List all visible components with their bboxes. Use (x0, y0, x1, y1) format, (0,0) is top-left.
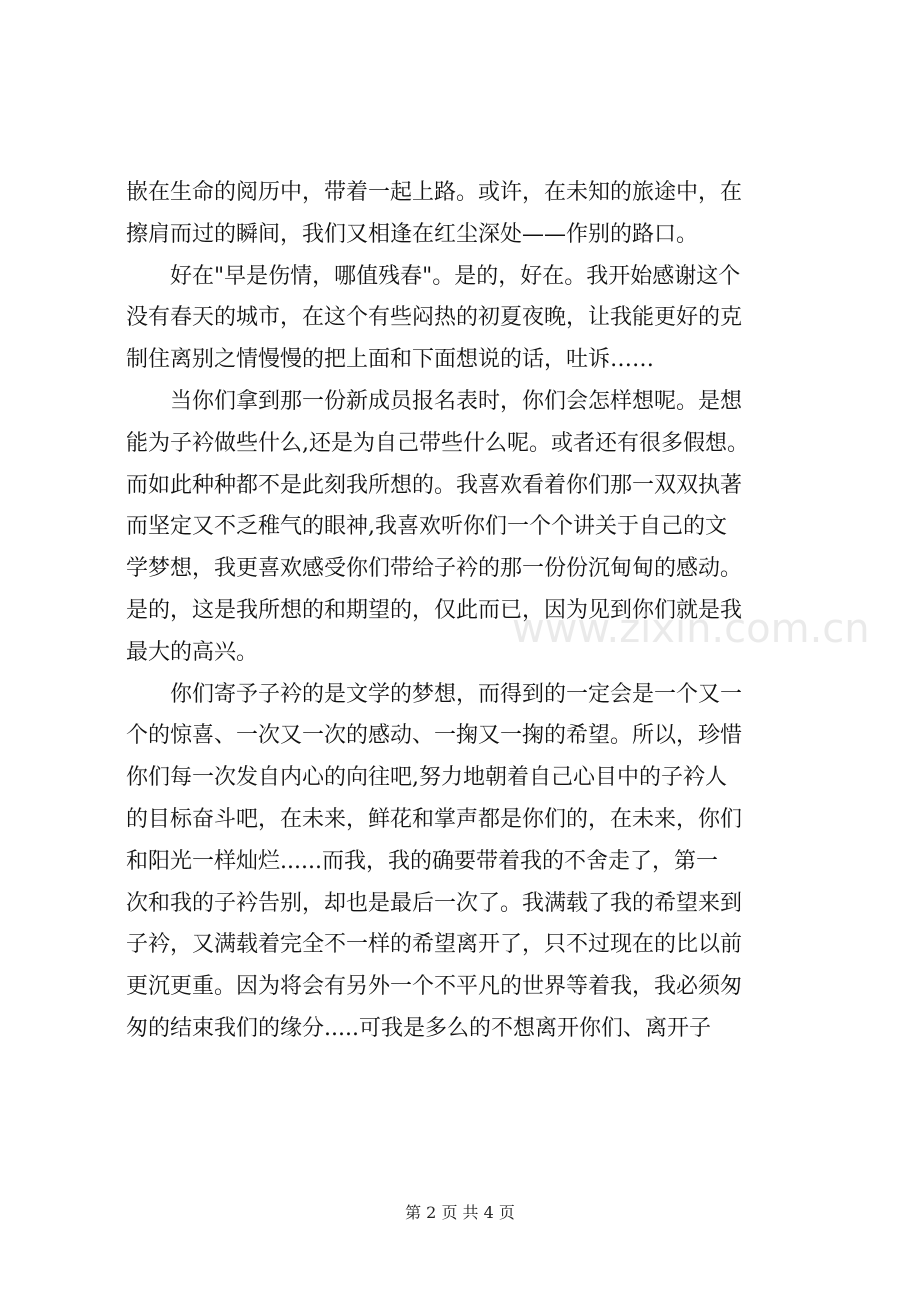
text-line: 的目标奋斗吧，在未来，鲜花和掌声都是你们的，在未来，你们 (126, 806, 743, 832)
text-line: 制住离别之情慢慢的把上面和下面想说的话，吐诉…… (126, 347, 655, 373)
text-line: 嵌在生命的阅历中，带着一起上路。或许，在未知的旅途中，在 (126, 180, 743, 205)
text-line: 擦肩而过的瞬间，我们又相逢在红尘深处——作别的路口。 (126, 221, 699, 247)
text-line: 和阳光一样灿烂......而我，我的确要带着我的不舍走了，第一 (126, 848, 718, 874)
text-line: 当你们拿到那一份新成员报名表时，你们会怎样想呢。是想 (126, 388, 743, 414)
text-line: 没有春天的城市，在这个有些闷热的初夏夜晚，让我能更好的克 (126, 305, 743, 331)
text-line: 能为子衿做些什么,还是为自己带些什么呢。或者还有很多假想。 (126, 430, 749, 456)
text-line: 你们每一次发自内心的向往吧,努力地朝着自己心目中的子衿人 (126, 765, 727, 791)
text-line: 子衿，又满载着完全不一样的希望离开了，只不过现在的比以前 (126, 932, 743, 958)
text-line: 学梦想，我更喜欢感受你们带给子衿的那一份份沉甸甸的感动。 (126, 556, 743, 582)
page-footer: 第 2 页 共 4 页 (405, 1203, 515, 1222)
text-line: 最大的高兴。 (126, 639, 259, 665)
text-line: 好在"早是伤情，哪值残春"。是的，好在。我开始感谢这个 (126, 263, 741, 289)
text-line: 是的，这是我所想的和期望的，仅此而已，因为见到你们就是我 (126, 597, 743, 623)
text-line: 更沉更重。因为将会有另外一个不平凡的世界等着我，我必须匆 (126, 974, 743, 1000)
text-line: 匆的结束我们的缘分.....可我是多么的不想离开你们、离开子 (126, 1015, 711, 1041)
text-line: 次和我的子衿告别，却也是最后一次了。我满载了我的希望来到 (126, 890, 743, 916)
text-line: 个的惊喜、一次又一次的感动、一掬又一掬的希望。所以，珍惜 (126, 723, 743, 749)
text-line: 而坚定又不乏稚气的眼神,我喜欢听你们一个个讲关于自己的文 (126, 514, 727, 540)
text-line: 你们寄予子衿的是文学的梦想，而得到的一定会是一个又一 (126, 681, 743, 707)
text-line: 而如此种种都不是此刻我所想的。我喜欢看着你们那一双双执著 (126, 472, 743, 498)
watermark: www.zixin.com.cn (512, 606, 870, 652)
